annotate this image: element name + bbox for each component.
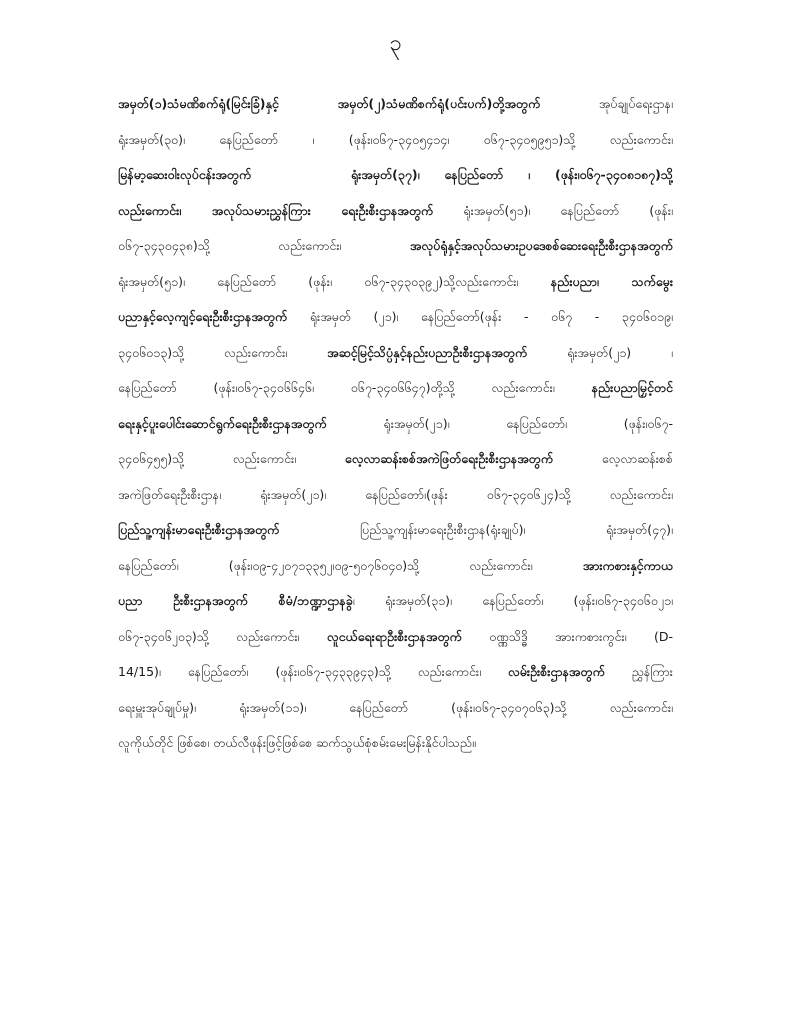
text-segment: ဝဏ္ဏသိဒ္ဓိ အားကစားကွင်း၊ (D-: [461, 628, 673, 644]
text-segment: အုပ်ချုပ်ရေးဌာန၊: [540, 96, 673, 111]
text-segment: ၊ ရုံးအမှတ်(၃၁)၊ နေပြည်တော်၊ (ဖုန်း၊၀၆၇-၃၄၀၆၀၂၁၊: [352, 593, 673, 608]
text-line: [118, 477, 673, 513]
text-line: [118, 583, 673, 619]
text-line: [118, 654, 673, 690]
page-number: ၃: [389, 31, 402, 56]
text-line: [118, 299, 673, 335]
text-segment: အကဲဖြတ်ရေးဦးစီးဌာန၊ ရုံးအမှတ်(၂၁)၊ နေပြည်တော်၊(ဖုန်း ၀၆၇-၃၄၀၆၂၄)သို့ လည်းကောင်း၊: [118, 486, 673, 502]
bold-text-segment: အမှတ်(၁)သံမဏိစက်ရုံ(မြင်းခြံ)နှင့် အမှတ်(၂)သံမဏိစက်ရုံ(ပင်းပက်)တို့အတွက်: [118, 96, 541, 111]
text-segment: ရုံးအမှတ်(၂၁) ၊: [527, 344, 673, 360]
text-segment: လူကိုယ်တိုင် ဖြစ်စေ၊ တယ်လီဖုန်းဖြင့်ဖြစ်စေ ဆက်သွယ်စုံစမ်းမေးမြန်းနိုင်ပါသည်။: [118, 735, 476, 750]
text-segment: ၀၆၇-၃၄၀၆၂၀၃)သို့ လည်းကောင်း၊: [118, 628, 327, 644]
text-line: [118, 122, 673, 158]
text-segment: ရုံးအမှတ်(၅၁)၊ နေပြည်တော် (ဖုန်း၊ ၀၆၇-၃၄၃၀၃၉၂)သို့လည်းကောင်း၊: [118, 273, 551, 289]
text-segment: 14/15)၊ နေပြည်တော်၊ (ဖုန်း၊၀၆၇-၃၄၃၃၉၄၃)သို့ လည်းကောင်း၊: [118, 664, 509, 679]
text-line: [118, 619, 673, 655]
text-segment: ရုံးအမှတ် (၂၁)၊ နေပြည်တော်(ဖုန်း - ၀၆၇ - ၃၄၀၆၀၁၉၊: [287, 309, 673, 324]
text-line: [118, 193, 673, 229]
bold-text-segment: ပညာနှင့်လေ့ကျင့်ရေးဦးစီးဌာနအတွက်: [118, 309, 288, 324]
text-line: [118, 512, 673, 548]
text-line: [118, 264, 673, 300]
text-segment: ၀၆၇-၃၄၃၀၄၃၈)သို့ လည်းကောင်း၊: [118, 238, 410, 253]
bold-text-segment: လူငယ်ရေးရာဦးစီးဌာနအတွက်: [326, 628, 462, 644]
bold-text-segment: လည်းကောင်း၊ အလုပ်သမားညွှန်ကြား ရေးဦးစီးဌာနအတွက်: [118, 202, 434, 218]
bold-text-segment: နည်းပညာ၊ သက်မွေး: [550, 273, 673, 289]
bold-text-segment: ပညာ ဦးစီးဌာနအတွက် စီမံ/ဘဏ္ဍာဌာနခွဲ: [118, 593, 353, 608]
bold-text-segment: လေ့လာဆန်းစစ်အကဲဖြတ်ရေးဦးစီးဌာနအတွက်: [344, 451, 554, 466]
text-segment: နေပြည်တော် (ဖုန်း၊၀၆၇-၃၄၀၆၆၄၆၊ ၀၆၇-၃၄၀၆၆၄၇)တို့သို့ လည်းကောင်း၊: [118, 380, 592, 395]
text-line: [118, 157, 673, 193]
text-segment: ၃၄၀၆၀၁၃)သို့ လည်းကောင်း၊: [118, 344, 328, 360]
text-line: [118, 228, 673, 264]
text-line: [118, 725, 673, 761]
bold-text-segment: နည်းပညာမြှင့်တင်: [591, 380, 673, 395]
text-segment: ညွှန်ကြား: [604, 664, 673, 679]
text-segment: လေ့လာဆန်းစစ်: [553, 451, 673, 466]
text-segment: ၃၄၀၆၄၅၅)သို့ လည်းကောင်း၊: [118, 451, 345, 466]
text-segment: ရုံးအမှတ်(၂၁)၊ နေပြည်တော်၊ (ဖုန်း၊၀၆၇-: [326, 415, 673, 431]
body-paragraph: [118, 86, 673, 761]
bold-text-segment: အဆင့်မြင့်သိပ္ပံနှင့်နည်းပညာဦးစီးဌာနအတွက်: [327, 344, 528, 360]
text-segment: ပြည်သူ့ကျန်းမာရေးဦးစီးဌာန(ရုံးချုပ်)၊ ရုံးအမှတ်(၄၇)၊: [279, 522, 673, 537]
bold-text-segment: အလုပ်ရုံနှင့်အလုပ်သမားဥပဒေစစ်ဆေးရေးဦးစီးဌာနအတွက်: [409, 238, 673, 253]
text-segment: နေပြည်တော်၊ (ဖုန်း၊၀၉-၄၂၀၇၁၃၃၅၂၊၀၉-၅၀၇၆၀၄၀)သို့ လည်းကောင်း၊: [118, 557, 583, 573]
text-line: [118, 86, 673, 122]
text-segment: ရုံးအမှတ်(၅၁)၊ နေပြည်တော် (ဖုန်း၊: [433, 202, 673, 218]
text-line: [118, 441, 673, 477]
bold-text-segment: လမ်းဦးစီးဌာနအတွက်: [508, 664, 605, 679]
text-line: [118, 548, 673, 584]
text-line: [118, 335, 673, 371]
bold-text-segment: ပြည်သူ့ကျန်းမာရေးဦးစီးဌာနအတွက်: [118, 522, 280, 537]
text-line: [118, 370, 673, 406]
text-segment: ရုံးအမှတ်(၃၀)၊ နေပြည်တော် ၊ (ဖုန်း၊၀၆၇-၃၄၀၅၄၁၄၊ ၀၆၇-၃၄၀၅၉၅၁)သို့ လည်းကောင်း၊: [118, 131, 673, 147]
text-line: [118, 406, 673, 442]
bold-text-segment: မြန်မာ့ဆေးဝါးလုပ်ငန်းအတွက် ရုံးအမှတ်(၃၇)၊ နေပြည်တော် ၊ (ဖုန်း၊၀၆၇-၃၄၀၈၁၈၇)သို့: [118, 167, 673, 182]
bold-text-segment: အားကစားနှင့်ကာယ: [582, 557, 673, 573]
text-line: [118, 690, 673, 726]
bold-text-segment: ရေးနှင့်ပူးပေါင်းဆောင်ရွက်ရေးဦးစီးဌာနအတွက်: [118, 415, 327, 431]
text-segment: ရေးမှူးအုပ်ချုပ်မှု)၊ ရုံးအမှတ်(၁၁)၊ နေပြည်တော် (ဖုန်း၊၀၆၇-၃၄၀၇၀၆၃)သို့ လည်းကောင်း၊: [118, 699, 673, 715]
